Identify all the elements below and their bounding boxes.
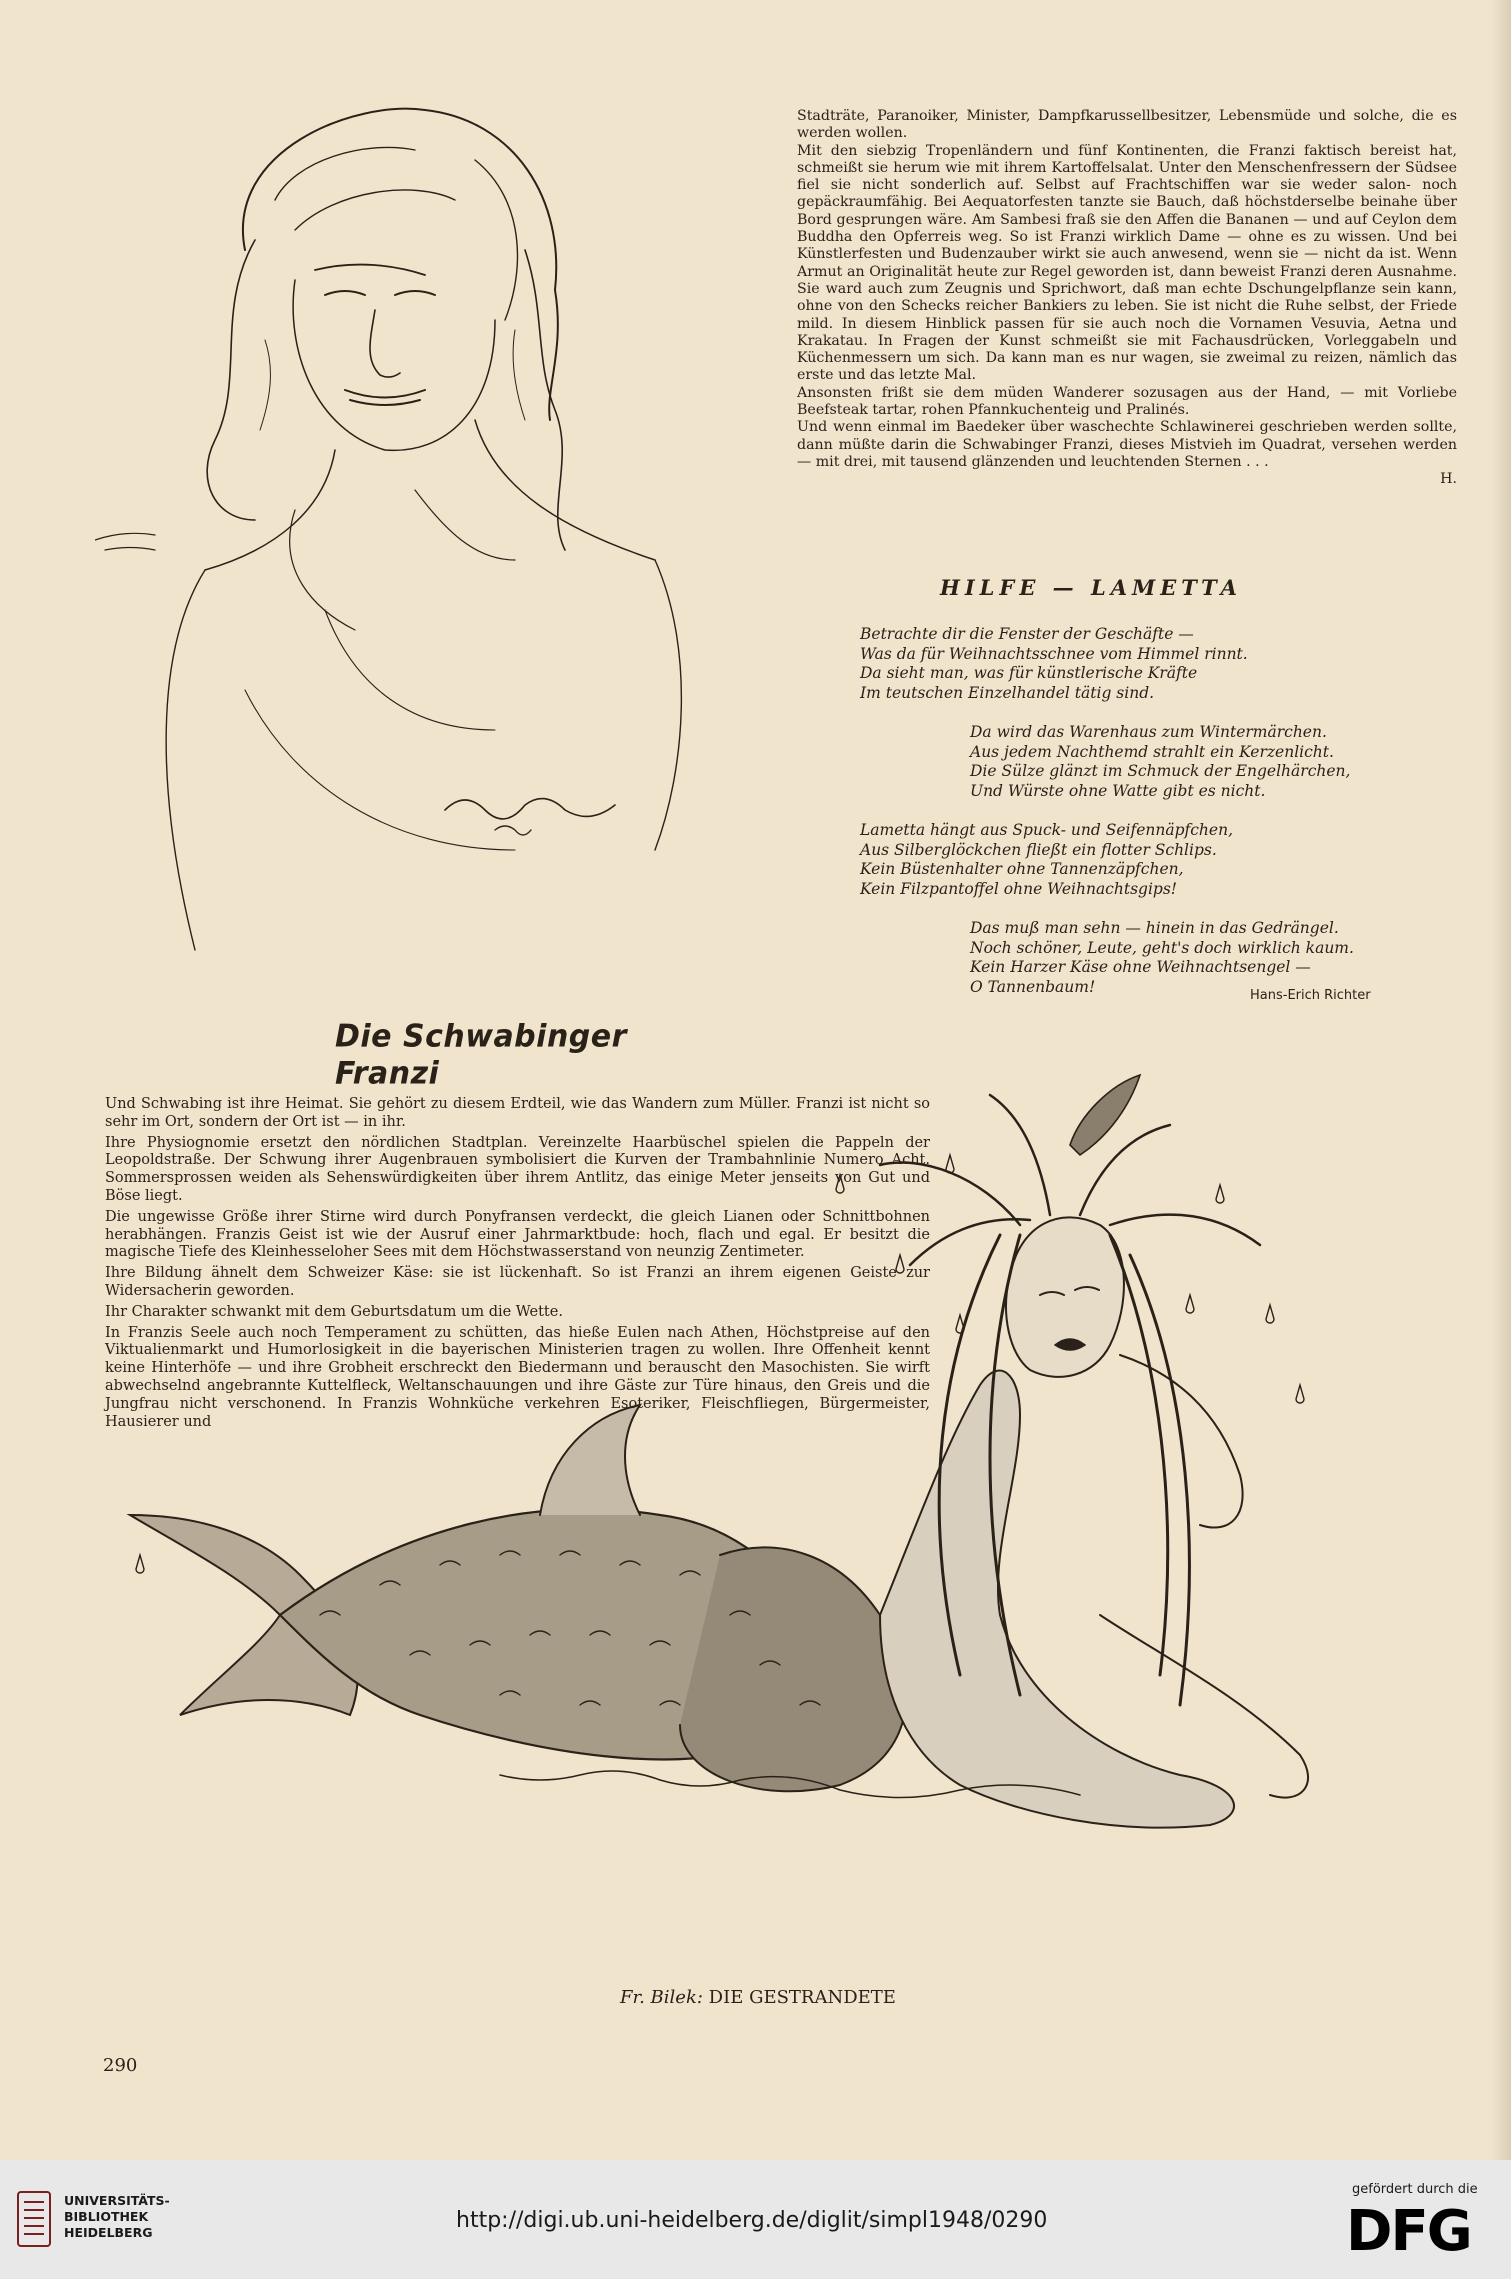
poem-stanza-2 (970, 723, 1420, 801)
left-paragraph-6: In Franzis Seele auch noch Temperament zu schütten, das hieße Eulen nach Athen, Höchstpreise auf den Viktualienmarkt und Humorlosigkeit in die bayerischen Ministerien tragen zu wollen. Ihre Offenheit kennt keine Hinterhöfe — und ihre Grobheit erschreckt den Biedermann und berauscht den Masochisten. Sie wirft abwechselnd angebrannte Kuttelfleck, Weltanschauungen und ihre Gäste zur Türe hinaus, den Greis und die Jungfrau nicht verschonend. In Franzis Wohnküche verkehren Esoteriker, Fleischfliegen, Bürgermeister, Hausierer und (105, 1324, 930, 1430)
caption-title: DIE GESTRANDETE (708, 1987, 896, 2008)
left-paragraph-4: Ihre Bildung ähnelt dem Schweizer Käse: sie ist lückenhaft. So ist Franzi an ihrem eigenen Geiste zur Widersacherin geworden. (105, 1265, 930, 1299)
right-paragraph-2: Mit den siebzig Tropenländern und fünf Kontinenten, die Franzi faktisch bereist hat, schmeißt sie herum wie mit ihrem Kartoffelsalat. Unter den Menschenfressern der Südsee fiel sie nicht sonderlich auf. Selbst auf Frachtschiffen war sie weder salon- noch gepäckraumfähig. Bei Aequatorfesten tanzte sie Bauch, daß höchstderselbe beinahe über Bord gesprungen wäre. Am Sambesi fraß sie den Affen die Bananen — und auf Ceylon dem Buddha den Opferreis weg. So ist Franzi wirklich Dame — ohne es zu wissen. Und bei Künstlerfesten und Budenzauber wirkt sie auch anwesend, wenn sie — nicht da ist. Wenn Armut an Originalität heute zur Regel geworden ist, dann beweist Franzi deren Ausnahme. Sie ward auch zum Zeugnis und Sprichwort, daß man echte Dschungelpflanze sein kann, ohne von den Schecks reicher Bankiers zu leben. Sie ist nicht die Ruhe selbst, der Friede mild. In diesem Hinblick passen für sie auch noch die Vornamen Vesuvia, Aetna und Krakatau. In Fragen der Kunst schmeißt sie mit Fachausdrücken, Vorleggabeln und Küchenmessern um sich. Da kann man es nur wagen, sie zweimal zu reizen, nämlich das erste und das letzte Mal. (797, 142, 1457, 384)
caption-artist: Fr. Bilek: (620, 1987, 703, 2008)
poem-title: HILFE — LAMETTA (940, 575, 1242, 600)
left-paragraph-2: Ihre Physiognomie ersetzt den nördlichen Stadtplan. Vereinzelte Haarbüschel spielen die Pappeln der Leopoldstraße. Der Schwung ihrer Augenbrauen symbolisiert die Kurven der Trambahnlinie Numero Acht. Sommersprossen weiden als Sehenswürdigkeiten über ihrem Antlitz, das einige Meter jenseits von Gut und Böse liegt. (105, 1134, 930, 1204)
right-paragraph-1: Stadträte, Paranoiker, Minister, Dampfkarussellbesitzer, Lebensmüde und solche, die es werden wollen. (797, 108, 1457, 142)
left-column-text (105, 1096, 930, 1434)
right-paragraph-4: Und wenn einmal im Baedeker über waschechte Schlawinerei geschrieben werden sollte, dann müßte darin die Schwabinger Franzi, dieses Mistvieh im Quadrat, versehen werden — mit drei, mit tausend glänzenden und leuchtenden Sternen . . . (797, 419, 1457, 470)
left-paragraph-1: Und Schwabing ist ihre Heimat. Sie gehört zu diesem Erdteil, wie das Wandern zum Müller. Franzi ist nicht so sehr im Ort, sondern der Ort ist — in ihr. (105, 1096, 930, 1130)
digitization-footer (0, 2160, 1511, 2279)
poem-author: Hans-Erich Richter (1250, 988, 1371, 1003)
institution-line: HEIDELBERG (64, 2225, 153, 2240)
poem-line: Lametta hängt aus Spuck- und Seifennäpfchen, (860, 821, 1233, 839)
poem-line: Und Würste ohne Watte gibt es nicht. (970, 781, 1266, 800)
poem-line: Aus Silberglöckchen fließt ein flotter Schlips. (860, 840, 1217, 859)
poem-line: Noch schöner, Leute, geht's doch wirklich kaum. (970, 938, 1354, 957)
institution-line: UNIVERSITÄTS- (64, 2193, 170, 2208)
article-headline: Die Schwabinger Franzi (335, 1018, 627, 1092)
university-library-name (64, 2193, 170, 2241)
page-number: 290 (103, 2055, 138, 2076)
poem-line: Kein Büstenhalter ohne Tannenzäpfchen, (860, 860, 1184, 878)
right-signature: H. (1440, 471, 1457, 488)
left-paragraph-5: Ihr Charakter schwankt mit dem Geburtsdatum um die Wette. (105, 1303, 563, 1320)
poem-stanza-3 (860, 821, 1420, 899)
illustration-caption (620, 1987, 896, 2008)
poem-line: Kein Filzpantoffel ohne Weihnachtsgips! (860, 879, 1178, 898)
poem-line: Da wird das Warenhaus zum Wintermärchen. (970, 723, 1327, 741)
poem (860, 625, 1420, 1017)
dfg-logo: DFG (1346, 2199, 1471, 2264)
poem-line: Betrachte dir die Fenster der Geschäfte — (860, 625, 1194, 643)
right-paragraph-3: Ansonsten frißt sie dem müden Wanderer sozusagen aus der Hand, — mit Vorliebe Beefsteak tartar, rohen Pfannkuchenteig und Pralinés. (797, 384, 1457, 419)
poem-stanza-1 (860, 625, 1420, 703)
poem-line: Im teutschen Einzelhandel tätig sind. (860, 683, 1155, 702)
funding-label: gefördert durch die (1352, 2182, 1478, 2197)
right-column-text (797, 108, 1457, 489)
institution-line: BIBLIOTHEK (64, 2209, 149, 2224)
poem-line: Das muß man sehn — hinein in das Gedrängel. (970, 919, 1339, 937)
poem-line: Kein Harzer Käse ohne Weihnachtsengel — (970, 958, 1311, 976)
portrait-sketch (95, 90, 685, 990)
poem-line: Die Sülze glänzt im Schmuck der Engelhärchen, (970, 762, 1351, 780)
university-seal-icon (16, 2190, 52, 2248)
poem-line: Aus jedem Nachthemd strahlt ein Kerzenlicht. (970, 742, 1334, 761)
poem-line: Was da für Weihnachtsschnee vom Himmel rinnt. (860, 644, 1248, 663)
left-paragraph-3: Die ungewisse Größe ihrer Stirne wird durch Ponyfransen verdeckt, die gleich Lianen oder Schnittbohnen herabhängen. Franzis Geist ist wie der Ausruf einer Jahrmarktbude: hoch, flach und egal. Er besitzt die magische Tiefe des Kleinhesseloher Sees mit dem Höchstwasserstand von neunzig Zentimeter. (105, 1208, 930, 1261)
permalink-url[interactable]: http://digi.ub.uni-heidelberg.de/diglit/simpl1948/0290 (456, 2208, 1048, 2233)
poem-line: Da sieht man, was für künstlerische Kräfte (860, 664, 1198, 682)
page-edge-shadow (1491, 0, 1511, 2160)
poem-line: O Tannenbaum! (970, 977, 1096, 996)
poem-stanza-4 (970, 919, 1420, 997)
